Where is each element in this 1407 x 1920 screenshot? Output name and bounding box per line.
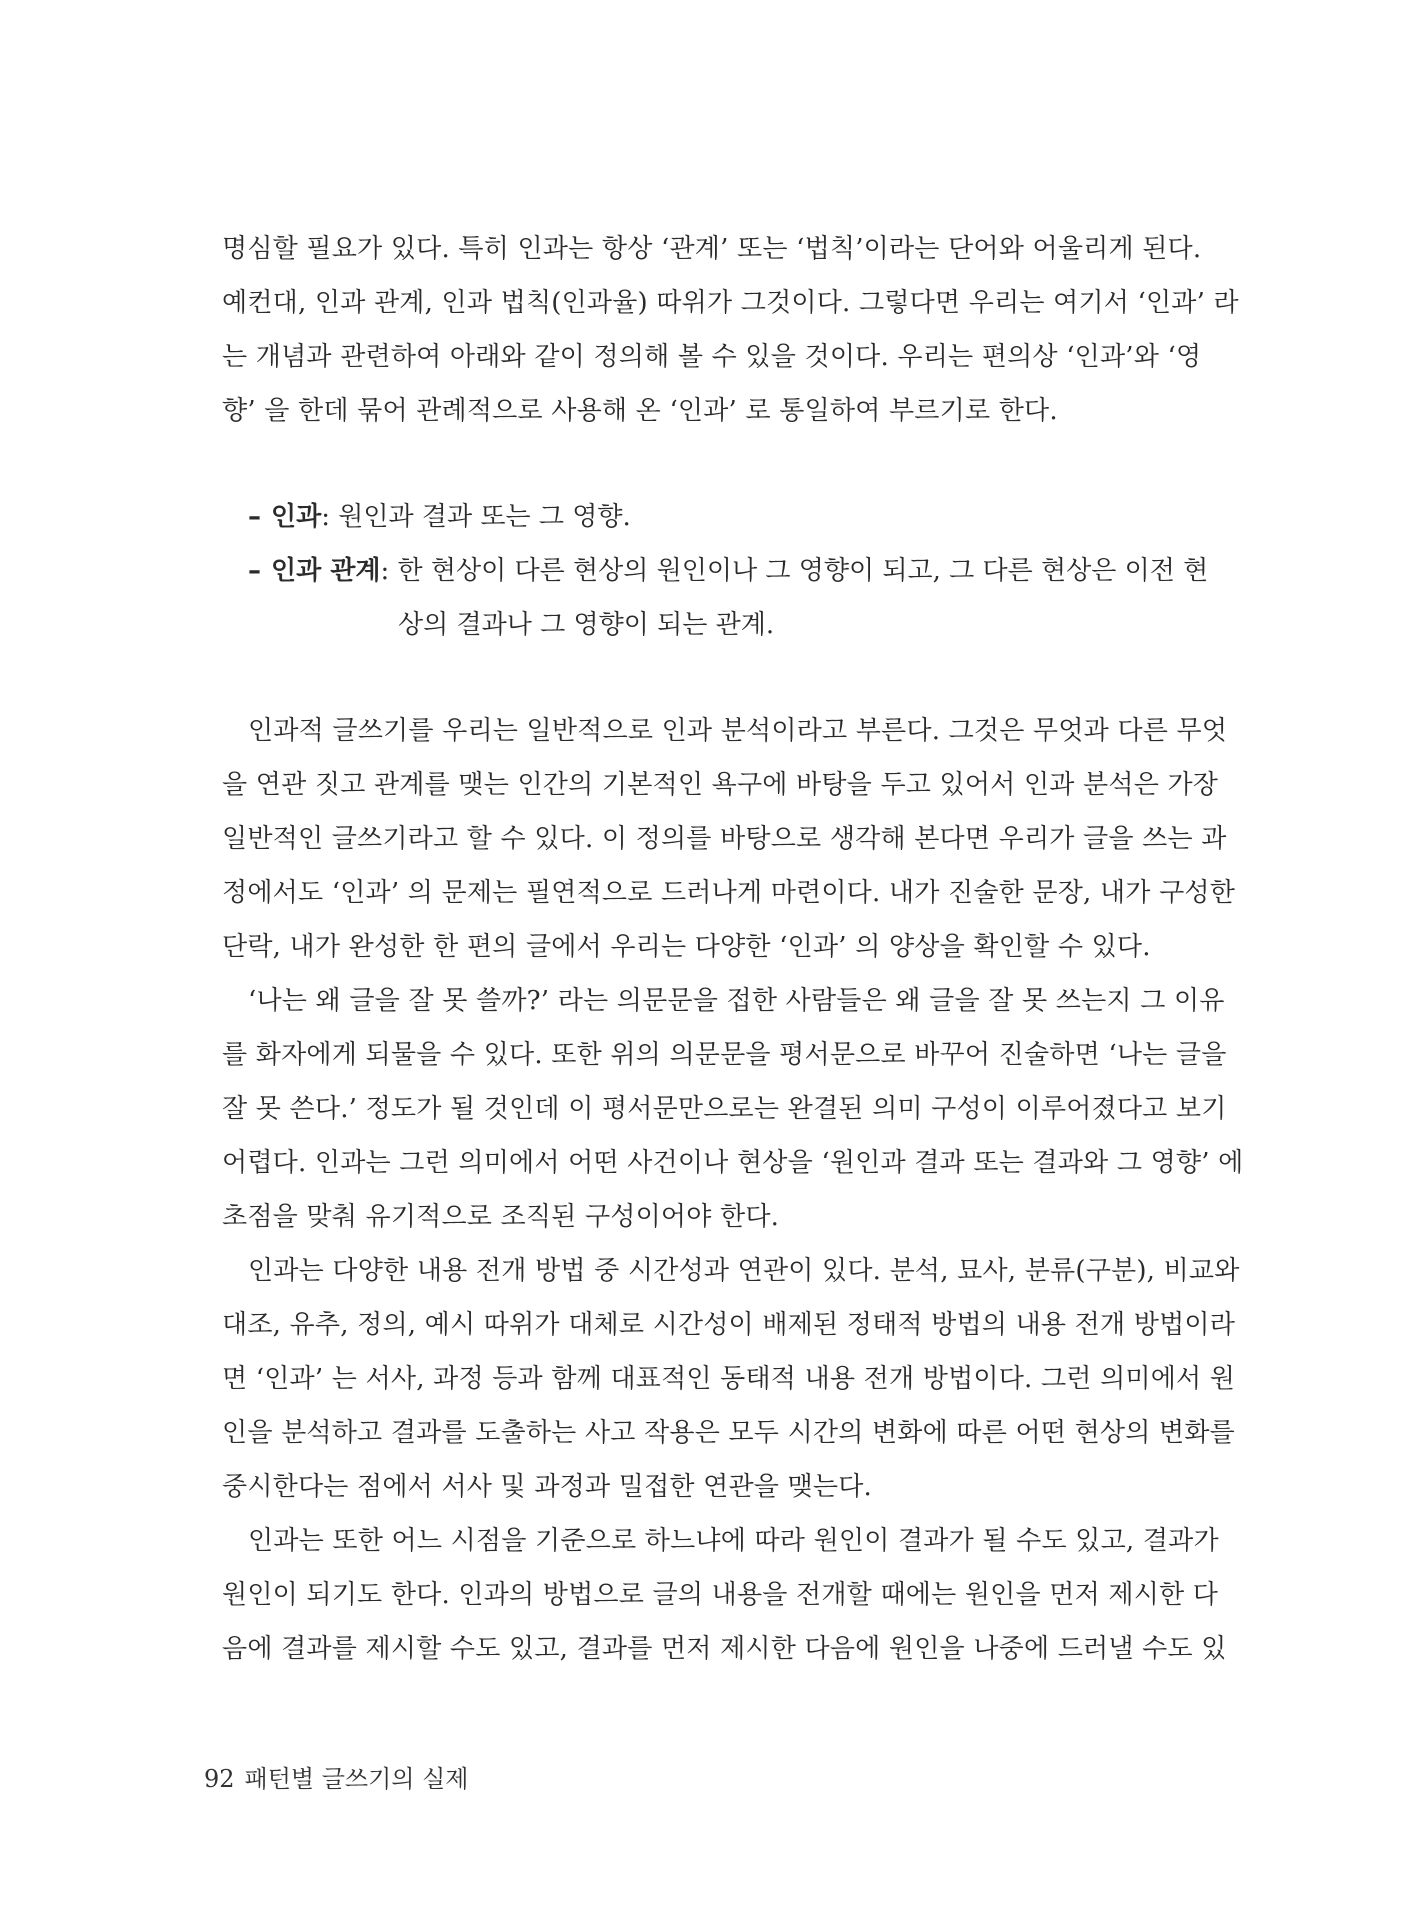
text-line: 대조, 유추, 정의, 예시 따위가 대체로 시간성이 배제된 정태적 방법의 내용 전개 방법이라 (222, 1310, 1236, 1340)
definition-term: 인과 (271, 502, 322, 532)
definition-term: 인과 관계 (271, 556, 381, 586)
page-number: 92 (204, 1765, 235, 1793)
spacer (222, 438, 1182, 490)
text-line: 초점을 맞춰 유기적으로 조직된 구성이어야 한다. (222, 1202, 780, 1232)
definition-list (222, 490, 1209, 652)
text-line: 인과는 다양한 내용 전개 방법 중 시간성과 연관이 있다. 분석, 묘사, 분류(구분), 비교와 (248, 1256, 1240, 1286)
definition-item-causal-relation (222, 544, 1209, 598)
text-line: 인을 분석하고 결과를 도출하는 사고 작용은 모두 시간의 변화에 따른 어떤 현상의 변화를 (222, 1418, 1235, 1448)
page-footer (204, 1764, 468, 1794)
definition-desc: : 원인과 결과 또는 그 영향. (321, 502, 631, 532)
running-title: 패턴별 글쓰기의 실제 (244, 1765, 469, 1793)
bullet-dash: – (248, 502, 261, 532)
text-line: 면 ‘인과’ 는 서사, 과정 등과 함께 대표적인 동태적 내용 전개 방법이다. 그런 의미에서 원 (222, 1364, 1236, 1394)
text-line: 인과적 글쓰기를 우리는 일반적으로 인과 분석이라고 부른다. 그것은 무엇과 다른 무엇 (248, 716, 1228, 746)
definition-desc: : 한 현상이 다른 현상의 원인이나 그 영향이 되고, 그 다른 현상은 이전 현 (380, 556, 1209, 586)
text-line: 잘 못 쓴다.’ 정도가 될 것인데 이 평서문만으로는 완결된 의미 구성이 이루어졌다고 보기 (222, 1094, 1227, 1124)
text-line: 향’ 을 한데 묶어 관례적으로 사용해 온 ‘인과’ 로 통일하여 부르기로 한다. (222, 396, 1058, 426)
text-line: 어렵다. 인과는 그런 의미에서 어떤 사건이나 현상을 ‘원인과 결과 또는 결과와 그 영향’ 에 (222, 1148, 1244, 1178)
paragraph-1 (222, 222, 1239, 438)
text-line: 인과는 또한 어느 시점을 기준으로 하느냐에 따라 원인이 결과가 될 수도 있고, 결과가 (248, 1526, 1219, 1556)
text-line: 음에 결과를 제시할 수도 있고, 결과를 먼저 제시한 다음에 원인을 나중에 드러낼 수도 있 (222, 1634, 1227, 1664)
spacer (222, 652, 1182, 704)
text-line: ‘나는 왜 글을 잘 못 쓸까?’ 라는 의문문을 접한 사람들은 왜 글을 잘 못 쓰는지 그 이유 (248, 986, 1225, 1016)
text-line: 일반적인 글쓰기라고 할 수 있다. 이 정의를 바탕으로 생각해 본다면 우리가 글을 쓰는 과 (222, 824, 1227, 854)
bullet-dash: – (248, 556, 261, 586)
paragraph-3 (222, 974, 1244, 1244)
text-line: 을 연관 짓고 관계를 맺는 인간의 기본적인 욕구에 바탕을 두고 있어서 인과 분석은 가장 (222, 770, 1219, 800)
text-line: 를 화자에게 되물을 수 있다. 또한 위의 의문문을 평서문으로 바꾸어 진술하면 ‘나는 글을 (222, 1040, 1227, 1070)
paragraph-5 (222, 1514, 1227, 1676)
text-line: 명심할 필요가 있다. 특히 인과는 항상 ‘관계’ 또는 ‘법칙’이라는 단어와 어울리게 된다. (222, 234, 1202, 264)
text-line: 원인이 되기도 한다. 인과의 방법으로 글의 내용을 전개할 때에는 원인을 먼저 제시한 다 (222, 1580, 1219, 1610)
paragraph-4 (222, 1244, 1240, 1514)
text-line: 단락, 내가 완성한 한 편의 글에서 우리는 다양한 ‘인과’ 의 양상을 확인할 수 있다. (222, 932, 1151, 962)
text-line: 중시한다는 점에서 서사 및 과정과 밀접한 연관을 맺는다. (222, 1472, 872, 1502)
paragraph-2 (222, 704, 1236, 974)
page-body (222, 222, 1244, 1676)
text-line: 예컨대, 인과 관계, 인과 법칙(인과율) 따위가 그것이다. 그렇다면 우리는 여기서 ‘인과’ 라 (222, 288, 1239, 318)
text-line: 는 개념과 관련하여 아래와 같이 정의해 볼 수 있을 것이다. 우리는 편의상 ‘인과’와 ‘영 (222, 342, 1202, 372)
definition-item-causality (222, 490, 1182, 544)
text-line: 정에서도 ‘인과’ 의 문제는 필연적으로 드러나게 마련이다. 내가 진술한 문장, 내가 구성한 (222, 878, 1236, 908)
definition-continuation: 상의 결과나 그 영향이 되는 관계. (398, 610, 775, 640)
